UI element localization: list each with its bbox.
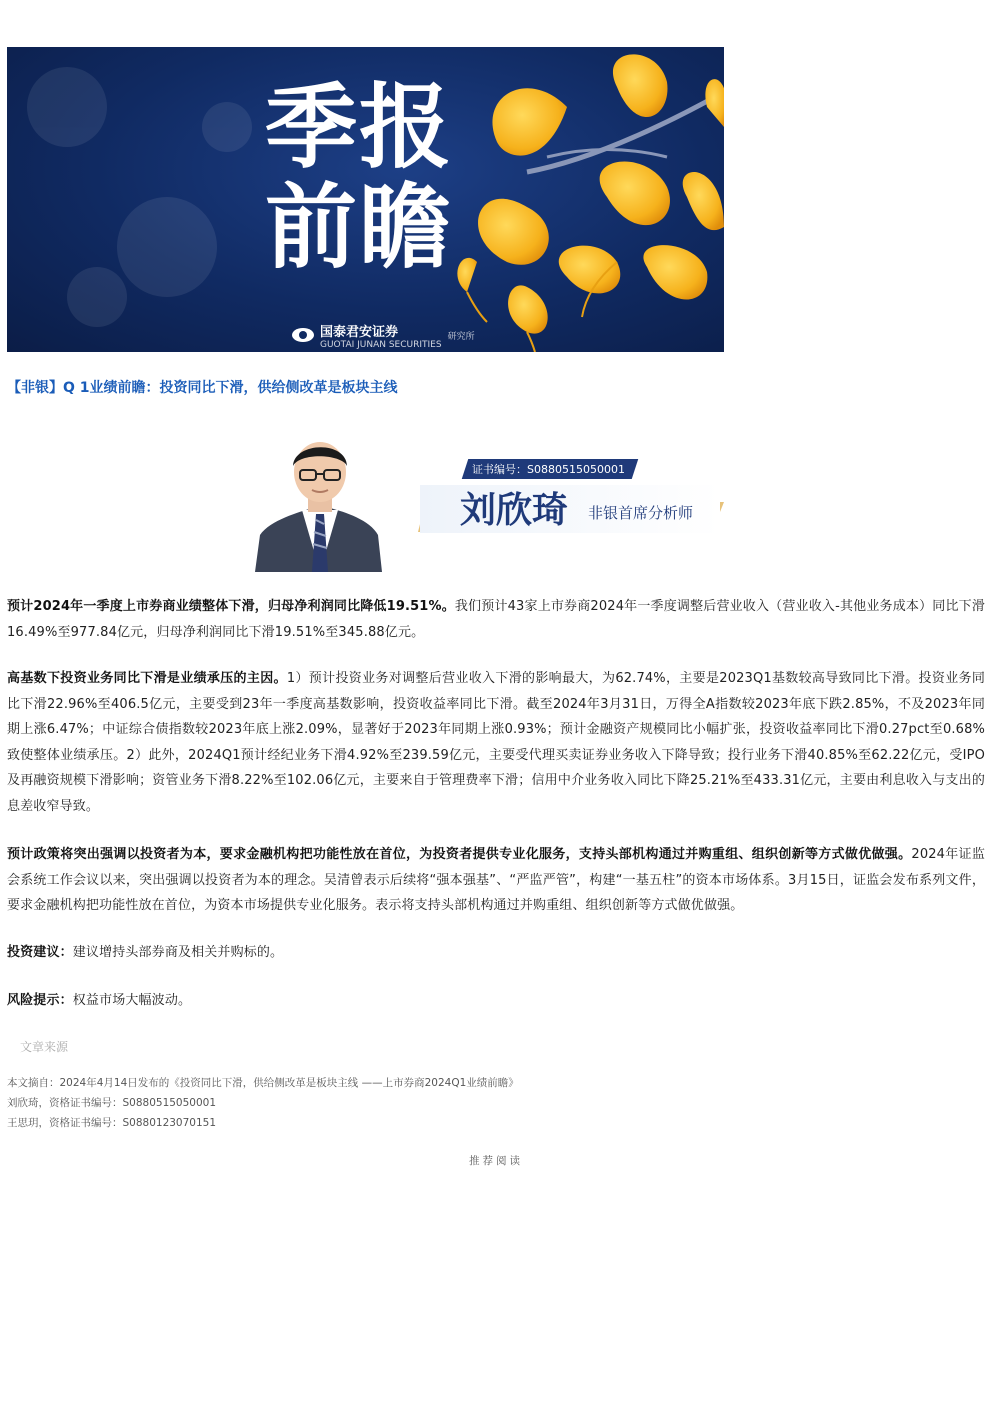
banner-logo: 国泰君安证券 GUOTAI JUNAN SECURITIES 研究所 xyxy=(292,327,475,343)
company-logo-icon xyxy=(292,328,314,342)
paragraph-risk: 风险提示：权益市场大幅波动。 xyxy=(7,993,192,1008)
paragraph-recommendation: 投资建议：建议增持头部券商及相关并购标的。 xyxy=(7,945,284,960)
source-line: 王思玥，资格证书编号：S0880123070151 xyxy=(7,1117,217,1129)
analyst-cert-number: 证书编号：S0880515050001 xyxy=(472,463,625,476)
banner-title: 季报 前瞻 xyxy=(265,73,454,281)
analyst-name: 刘欣琦 xyxy=(460,489,569,531)
article-headline-link[interactable]: 【非银】Q 1业绩前瞻：投资同比下滑，供给侧改革是板块主线 xyxy=(7,380,398,396)
analyst-card xyxy=(250,440,730,572)
paragraph-summary: 预计2024年一季度上市券商业绩整体下滑，归母净利润同比降低19.51%。我们预计43家上市券商2024年一季度调整后营业收入（营业收入-其他业务成本）同比下滑16.49%至977.84亿元，归母净利润同比下滑19.51%至345.88亿元。 xyxy=(7,599,985,640)
source-line: 本文摘自：2024年4月14日发布的《投资同比下滑，供给侧改革是板块主线 ——上市券商2024Q1业绩前瞻》 xyxy=(7,1077,519,1089)
source-label: 文章来源 xyxy=(20,1040,69,1054)
analyst-role: 非银首席分析师 xyxy=(588,504,694,522)
paragraph-policy: 预计政策将突出强调以投资者为本，要求金融机构把功能性放在首位，为投资者提供专业化服务，支持头部机构通过并购重组、组织创新等方式做优做强。2024年证监会系统工作会议以来，突出强调以投资者为本的理念。吴清曾表示后续将“强本强基”、“严监严管”，构建“一基五柱”的资本市场体系。3月15日，证监会发布系列文件，要求金融机构把功能性放在首位，为资本市场提供专业化服务。表示将支持头部机构通过并购重组、组织创新等方式做优做强。 xyxy=(7,847,986,913)
paragraph-investment: 高基数下投资业务同比下滑是业绩承压的主因。1）预计投资业务对调整后营业收入下滑的影响最大，为62.74%，主要是2023Q1基数较高导致同比下滑。投资业务同比下滑22.96%至406.5亿元，主要受到23年一季度高基数影响，投资收益率同比下滑。截至2024年3月31日，万得全A指数较2023年底下跌2.85%，不及2023年同期上涨6.47%；中证综合债指数较2023年底上涨2.09%，显著好于2023年同期上涨0.93%；预计金融资产规模同比小幅扩张，投资收益率同比下滑0.27pct至0.68%致使整体业绩承压。2）此外，2024Q1预计经纪业务下滑4.92%至239.59亿元，主要受代理买卖证券业务收入下降导致；投行业务下滑40.85%至62.22亿元，受IPO及再融资规模下滑影响；资管业务下滑8.22%至102.06亿元，主要来自于管理费率下滑；信用中介业务收入同比下降25.21%至433.31亿元，主要由利息收入与支出的息差收窄导致。 xyxy=(7,671,985,814)
recommended-reading-header: 推荐阅读 xyxy=(469,1155,523,1167)
source-line: 刘欣琦，资格证书编号：S0880515050001 xyxy=(7,1097,217,1109)
banner-image xyxy=(7,47,724,352)
